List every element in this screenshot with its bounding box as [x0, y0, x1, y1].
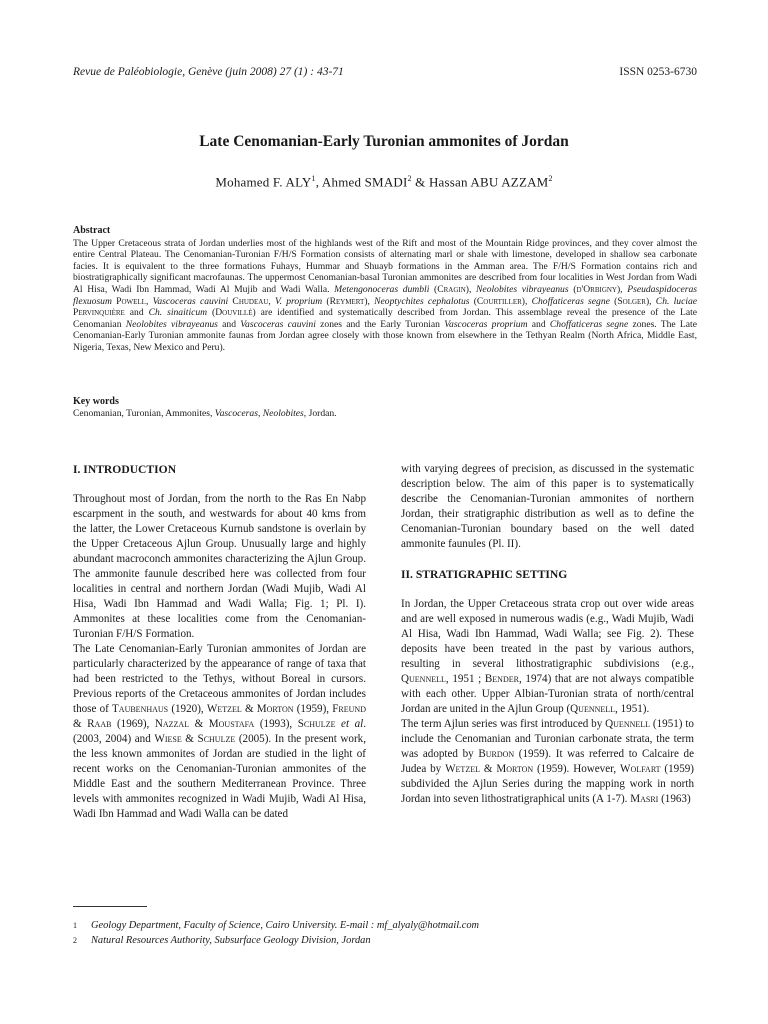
footnote-rule — [73, 906, 147, 907]
issn: ISSN 0253-6730 — [619, 66, 697, 78]
author-list: Mohamed F. ALY$^1$, Ahmed SMADI$^2$ & Hassan ABU AZZAM$^2$ — [215, 174, 553, 190]
abstract-label: Abstract — [73, 225, 111, 236]
strat-paragraph-2: The term Ajlun series was first introduced by Quennell (1951) to include the Cenomanian and Turonian carbonate strata, the term was adopted by Burdon (1959). It was referred to Calcaire de Judea by Wetzel & Morton (1959). However, Wolfart (1959) subdivided the Ajlun Series during the mapping work in north Jordan into seven lithostratigraphical units (A 1-7). Masri (1963) — [401, 718, 694, 805]
author-3: Hassan ABU AZZAM — [428, 174, 549, 190]
running-header — [73, 66, 697, 78]
strat-paragraph-1: In Jordan, the Upper Cretaceous strata crop out over wide areas and are well exposed in numerous wadis (e.g., Wadi Mujib, Wadi Al Hisa, Wadi Ibn Hammad, Wadi Walla; see Fig. 2). These deposits have been treated in the past by various authors, resulting in several lithostratigraphic subdivisions (e.g., Quennell, 1951 ; Bender, 1974) that are not always compatible with each other. Upper Albian-Turonian strata of north/central Jordan are united in the Ajlun Group (Quennell, 1951). — [401, 598, 694, 715]
paper-title: Late Cenomanian-Early Turonian ammonites of Jordan — [199, 133, 569, 150]
intro-paragraph-3: with varying degrees of precision, as discussed in the systematic description below. The aim of this paper is to systematically describe the Cenomanian-Turonian ammonites of northern Jordan, their stratigraphic distribution as well as to define the Cenomanian-Turonian boundary based on the well dated ammonite faunules (Pl. II). — [401, 463, 694, 550]
intro-paragraph-1: Throughout most of Jordan, from the north to the Ras En Nabp escarpment in the south, and westwards for about 40 kms from the latter, the Lower Cretaceous Kurnub sandstone is overlain by the Upper Cretaceous Ajlun Group. Unusually large and highly abundant macroconch ammonites characterizing the Ajlun Group. The ammonite faunule described here was collected from four localities in central and northern Jordan (Wadi Mujib, Wadi Al Hisa, Wadi Ibn Hammad and Wadi Walla; Fig. 1; Pl. I). Ammonites at these localities come from the Cenomanian-Turonian F/H/S Formation. — [73, 493, 366, 640]
footnote-2-text: Natural Resources Authority, Subsurface Geology Division, Jordan — [91, 935, 371, 946]
left-column — [73, 462, 366, 822]
footnote-2 — [73, 933, 697, 948]
footnotes — [73, 918, 697, 948]
right-column — [401, 462, 694, 807]
author-3-affil: 2 — [548, 174, 553, 183]
abstract — [73, 225, 697, 354]
author-2-affil: 2 — [407, 174, 412, 183]
footnote-1-number: 1 — [73, 921, 77, 930]
footnote-2-number: 2 — [73, 936, 77, 945]
keywords — [73, 396, 697, 420]
section-heading-introduction: I. INTRODUCTION — [73, 463, 177, 476]
footnote-1-text: Geology Department, Faculty of Science, Cairo University. E-mail : mf_alyaly@hotmail.com — [91, 920, 480, 931]
keywords-text: Cenomanian, Turonian, Ammonites, Vascoceras, Neolobites, Jordan. — [73, 408, 337, 419]
intro-paragraph-2: The Late Cenomanian-Early Turonian ammonites of Jordan are particularly characterized by the appearance of range of taxa that had been restricted to the Tethys, without Boreal in cursors. Previous reports of the Cretaceous ammonites of Jordan includes those of Taubenhaus (1920), Wetzel & Morton (1959), Freund & Raab (1969), Nazzal & Moustafa (1993), Schulze et al. (2003, 2004) and Wiese & Schulze (2005). In the present work, the less known ammonites of Jordan are studied in the light of recent works on the Cenomanian-Turonian ammonites of the Middle East and the southern Mediterranean Province. Three levels with ammonites recognized in Wadi Mujib, Wadi Al Hisa, Wadi Ibn Hammad and Wadi Walla can be dated — [73, 643, 366, 820]
author-1-affil: 1 — [311, 174, 316, 183]
journal-citation: Revue de Paléobiologie, Genève (juin 2008) 27 (1) : 43-71 — [73, 66, 344, 78]
author-1: Mohamed F. ALY — [215, 174, 312, 190]
keywords-label: Key words — [73, 396, 119, 407]
section-heading-stratigraphic-setting: II. STRATIGRAPHIC SETTING — [401, 568, 568, 581]
author-2: Ahmed SMADI — [321, 174, 408, 190]
abstract-text: The Upper Cretaceous strata of Jordan underlies most of the highlands west of the Rift and most of the Mountain Ridge provinces, and they cover almost the entire Central Plateau. The Cenomanian-Turonian F/H/S Formation consists of alternating marl or shale with limestone, developed in shallow sea carbonate facies. It is equivalent to the three formations Fuhays, Hummar and Shuayb formations in the Amman area. The F/H/S Formation contains rich and biostratigraphically significant macrofaunas. The uppermost Cenomanian-basal Turonian ammonites are described from four localities in West Jordan from Wadi Al Hisa, Wadi Ibn Hammad, Wadi Al Mujib and Wadi Walla. Metengonoceras dumbli (Cragin), Neolobites vibrayeanus (d'Orbigny), Pseudaspidoceras flexuosum Powell, Vascoceras cauvini Chudeau, V. proprium (Reymert), Neoptychites cephalotus (Courtiller), Choffaticeras segne (Solger), Ch. luciae Pervinquière and Ch. sinaiticum (Douvillé) are identified and systematically described from Jordan. This assemblage reveal the presence of the Late Cenomanian Neolobites vibrayeanus and Vascoceras cauvini zones and the Early Turonian Vascoceras proprium and Choffaticeras segne zones. The Late Cenomanian-Early Turonian ammonite faunas from Jordan agree closely with those known from elsewhere in the Tethyan Realm (North Africa, Middle East, Nigeria, Texas, New Mexico and Peru). — [73, 237, 698, 353]
footnote-1 — [73, 918, 697, 933]
